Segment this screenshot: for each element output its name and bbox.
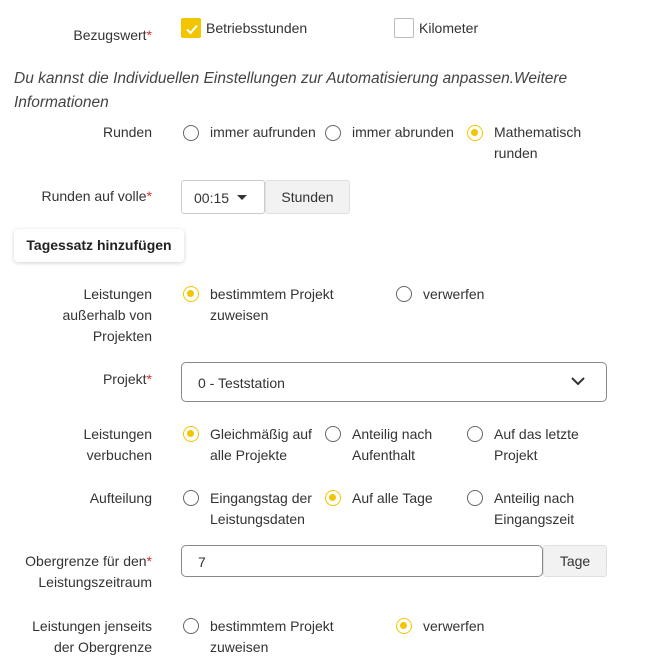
radio-auf-alle-tage[interactable] [325, 490, 341, 506]
bezugswert-label: Bezugswert* [73, 27, 152, 43]
tagessatz-hinzufuegen-button[interactable]: Tagessatz hinzufügen [14, 229, 184, 262]
anteilig-eingangszeit-label[interactable]: Anteilig nach Eingangszeit [494, 490, 575, 527]
automation-info-text: Du kannst die Individuellen Einstellungen zur Automatisierung anpassen.Weitere Informationen [14, 70, 568, 111]
radio-immer-abrunden[interactable] [325, 125, 341, 141]
radio-ausserhalb-bestimmtem-projekt[interactable] [183, 286, 199, 302]
obergrenze-label: Obergrenze für den* Leistungszeitraum [25, 553, 152, 590]
ausserhalb-bestimmtem-projekt-label[interactable]: bestimmtem Projekt zuweisen [210, 286, 334, 323]
mathematisch-runden-label[interactable]: Mathematisch runden [494, 124, 582, 161]
kilometer-checkbox[interactable] [394, 18, 414, 38]
radio-anteilig-eingangszeit[interactable] [467, 490, 483, 506]
obergrenze-value: 7 [198, 554, 206, 570]
radio-gleichmaessig[interactable] [183, 426, 199, 442]
obergrenze-input[interactable] [181, 545, 543, 577]
radio-mathematisch-runden[interactable] [467, 125, 483, 141]
stunden-unit: Stunden [265, 180, 350, 214]
eingangstag-label[interactable]: Eingangstag der Leistungsdaten [210, 490, 312, 527]
caret-down-icon [237, 195, 247, 201]
anteilig-aufenthalt-label[interactable]: Anteilig nach Aufenthalt [352, 426, 433, 463]
projekt-value: 0 - Teststation [198, 375, 285, 391]
radio-jenseits-bestimmtem-projekt[interactable] [183, 618, 199, 634]
auf-alle-tage-label[interactable]: Auf alle Tage [352, 490, 433, 506]
jenseits-verwerfen-label[interactable]: verwerfen [423, 618, 485, 634]
betriebsstunden-label[interactable]: Betriebsstunden [206, 20, 308, 36]
immer-abrunden-label[interactable]: immer abrunden [352, 124, 454, 140]
rounding-interval-value: 00:15 [194, 190, 230, 206]
tage-unit: Tage [543, 545, 607, 577]
kilometer-label[interactable]: Kilometer [419, 20, 479, 36]
rounding-interval-select[interactable] [181, 180, 265, 214]
gleichmaessig-label[interactable]: Gleichmäßig auf alle Projekte [210, 426, 312, 463]
runden-label: Runden [102, 124, 152, 140]
checkmark-icon [184, 21, 200, 37]
leistungen-verbuchen-label: Leistungen verbuchen [83, 426, 152, 463]
radio-ausserhalb-verwerfen[interactable] [396, 286, 412, 302]
aufteilung-label: Aufteilung [89, 490, 152, 506]
ausserhalb-verwerfen-label[interactable]: verwerfen [423, 286, 485, 302]
radio-jenseits-verwerfen[interactable] [396, 618, 412, 634]
leistungen-jenseits-label: Leistungen jenseits der Obergrenze [32, 618, 152, 655]
chevron-down-icon [571, 377, 585, 386]
runden-auf-volle-label: Runden auf volle* [41, 188, 152, 204]
betriebsstunden-checkbox[interactable] [181, 18, 201, 38]
radio-anteilig-aufenthalt[interactable] [325, 426, 341, 442]
radio-immer-aufrunden[interactable] [183, 125, 199, 141]
jenseits-bestimmtem-projekt-label[interactable]: bestimmtem Projekt zuweisen [210, 618, 334, 655]
immer-aufrunden-label[interactable]: immer aufrunden [210, 124, 316, 140]
letztes-projekt-label[interactable]: Auf das letzte Projekt [494, 426, 579, 463]
radio-letztes-projekt[interactable] [467, 426, 483, 442]
projekt-select[interactable] [181, 362, 607, 402]
leistungen-ausserhalb-label: Leistungen außerhalb von Projekten [62, 286, 152, 344]
radio-eingangstag[interactable] [183, 490, 199, 506]
projekt-label: Projekt* [102, 371, 152, 387]
